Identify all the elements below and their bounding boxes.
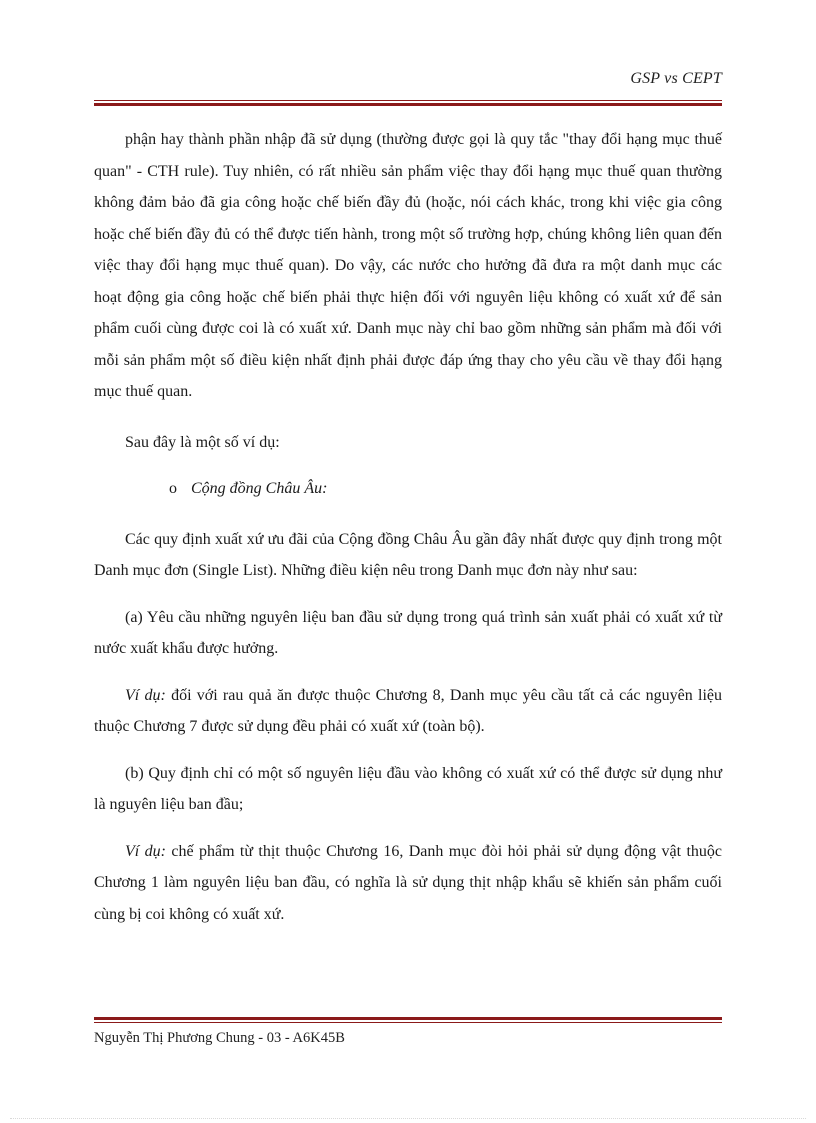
header-rule-thin [94, 100, 722, 101]
paragraph-4: (a) Yêu cầu những nguyên liệu ban đầu sử dụng trong quá trình sản xuất phải có xuất xứ từ nước xuất khẩu được hưởng. [94, 608, 722, 657]
paragraph-2: Sau đây là một số ví dụ: [125, 433, 280, 451]
paragraph-5 [94, 680, 722, 743]
footer-rule-thin [94, 1022, 722, 1023]
example-text: chế phẩm từ thịt thuộc Chương 16, Danh mục đòi hỏi phải sử dụng động vật thuộc Chương 1 làm nguyên liệu ban đầu, có nghĩa là sử dụng thịt nhập khẩu sẽ khiến sản phẩm cuối cùng bị coi không có xuất xứ. [94, 842, 723, 923]
footer-text: Nguyễn Thị Phương Chung - 03 - A6K45B [94, 1030, 345, 1046]
bullet-text: Cộng đồng Châu Âu: [191, 480, 328, 497]
header-rule [94, 100, 722, 106]
bullet-item [94, 473, 722, 505]
page-bottom-border [10, 1118, 806, 1119]
header-title: GSP vs CEPT [630, 70, 722, 87]
bullet-mark: o [169, 480, 177, 497]
paragraph-3: Các quy định xuất xứ ưu đãi của Cộng đồng Châu Âu gần đây nhất được quy định trong một Danh mục đơn (Single List). Những điều kiện nêu trong Danh mục đơn này như sau: [94, 530, 722, 579]
footer-rule-thick [94, 1017, 722, 1020]
paragraph-7 [94, 836, 722, 931]
paragraph-6: (b) Quy định chỉ có một số nguyên liệu đầu vào không có xuất xứ có thể được sử dụng như là nguyên liệu ban đầu; [94, 764, 722, 813]
body-content [94, 124, 722, 930]
paragraph-1: phận hay thành phần nhập đã sử dụng (thường được gọi là quy tắc "thay đổi hạng mục thuế quan" - CTH rule). Tuy nhiên, có rất nhiều sản phẩm việc thay đổi hạng mục thuế quan thường không đảm bảo đã gia công hoặc chế biến đầy đủ (hoặc, nói cách khác, trong khi việc gia công hoặc chế biến đầy đủ có thể được tiến hành, trong một số trường hợp, chúng không liên quan đến việc thay đổi hạng mục thuế quan). Do vậy, các nước cho hưởng đã đưa ra một danh mục các hoạt động gia công hoặc chế biến phải thực hiện đối với nguyên liệu không có xuất xứ để sản phẩm cuối cùng được coi là có xuất xứ. Danh mục này chỉ bao gồm những sản phẩm mà đối với mỗi sản phẩm một số điều kiện nhất định phải được đáp ứng thay cho yêu cầu về thay đổi hạng mục thuế quan. [94, 131, 722, 400]
footer-rule [94, 1017, 722, 1023]
example-label: Ví dụ: [125, 686, 166, 704]
example-text: đối với rau quả ăn được thuộc Chương 8, Danh mục yêu cầu tất cả các nguyên liệu thuộc Chương 7 được sử dụng đều phải có xuất xứ (toàn bộ). [94, 686, 723, 735]
header-rule-thick [94, 103, 722, 106]
example-label: Ví dụ: [125, 842, 166, 860]
